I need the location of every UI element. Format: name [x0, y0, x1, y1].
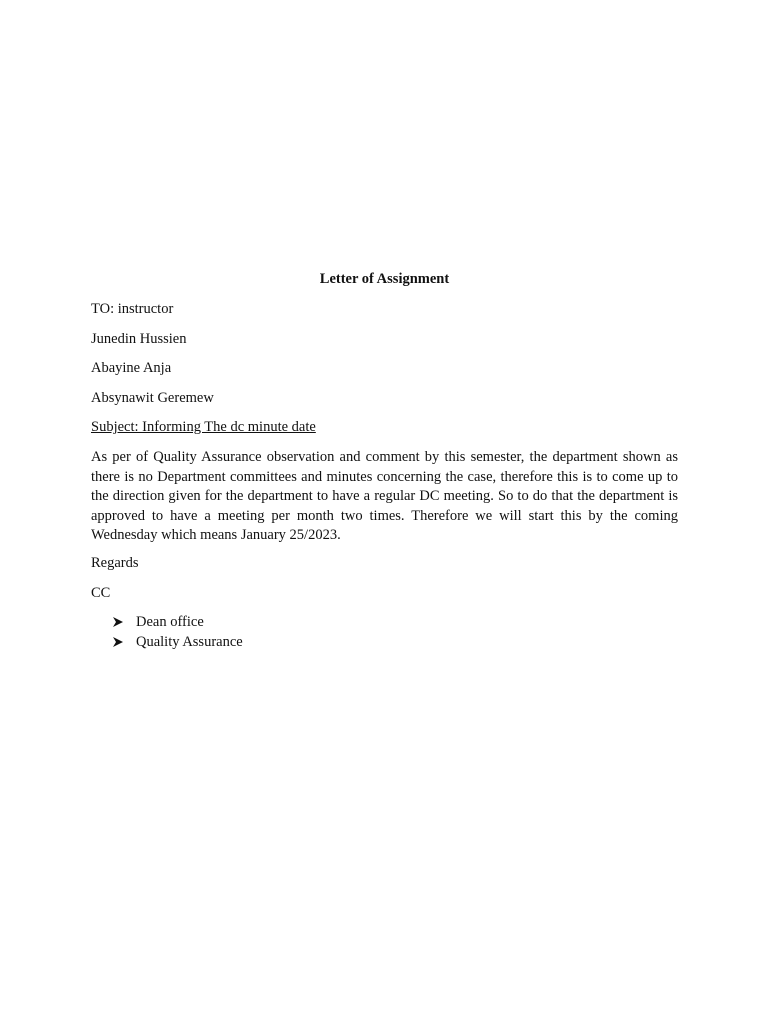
to-line: TO: instructor: [91, 301, 174, 317]
recipient-name: Junedin Hussien: [91, 331, 187, 347]
arrowhead-bullet-icon: [112, 616, 124, 628]
cc-list: [112, 613, 243, 653]
recipient-name: Abayine Anja: [91, 360, 172, 376]
cc-item-label: Dean office: [136, 614, 204, 630]
letter-title: Letter of Assignment: [319, 271, 450, 287]
recipient-name: Absynawit Geremew: [91, 390, 214, 406]
cc-label: CC: [91, 585, 111, 601]
cc-list-item: [112, 613, 243, 633]
subject-line: Subject: Informing The dc minute date: [91, 419, 316, 435]
closing: Regards: [91, 555, 139, 571]
cc-item-label: Quality Assurance: [136, 634, 243, 650]
arrowhead-bullet-icon: [112, 636, 124, 648]
cc-list-item: [112, 633, 243, 653]
letter-body: As per of Quality Assurance observation and comment by this semester, the department shown as there is no Department committees and minutes concerning the case, therefore this is to come up to the direction given for the department to have a regular DC meeting. So to do that the department is approved to have a meeting per month two times. Therefore we will start this by the coming Wednesday which means January 25/2023.: [91, 449, 678, 544]
